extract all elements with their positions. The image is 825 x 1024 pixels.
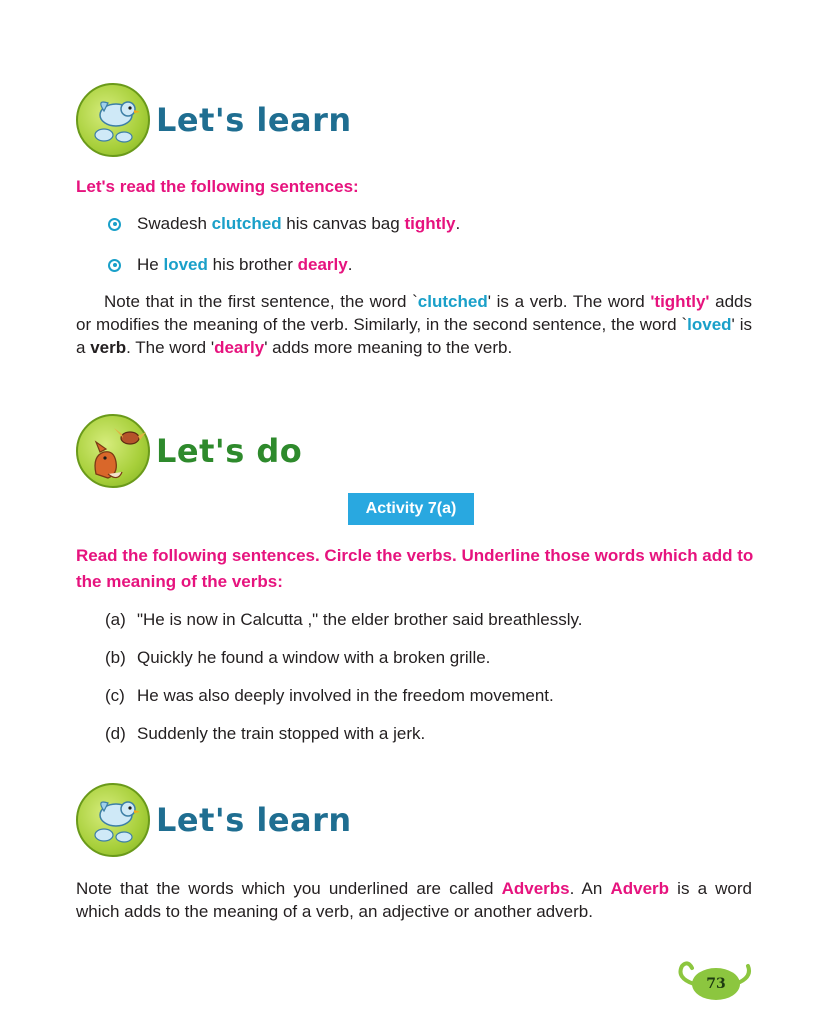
section-header-lets-learn (76, 783, 352, 857)
bullet-icon (108, 218, 121, 231)
item-text: Quickly he found a window with a broken grille. (137, 648, 491, 667)
item-letter: (b) (105, 648, 126, 667)
item-text: "He is now in Calcutta ," the elder brother said breathlessly. (137, 610, 583, 629)
bullet-item (108, 214, 460, 234)
list-item (105, 608, 582, 646)
activity-instruction: Read the following sentences. Circle the verbs. Underline those words which add to the meaning of the verbs: (76, 546, 754, 591)
section-header-lets-learn (76, 83, 352, 157)
item-text: He was also deeply involved in the freedom movement. (137, 686, 554, 705)
section-header-lets-do (76, 414, 302, 488)
activity-label: Activity 7(a) (348, 493, 474, 525)
fox-bird-icon (76, 414, 150, 488)
list-item (105, 646, 582, 684)
page-number: 73 (692, 968, 740, 1000)
question-list (105, 608, 582, 760)
list-item (105, 722, 582, 760)
bullet-icon (108, 259, 121, 272)
sentence-text: Swadesh clutched his canvas bag tightly. (137, 214, 461, 233)
section-title: Let's do (156, 432, 303, 470)
bullet-item (108, 255, 352, 275)
bird-icon (76, 783, 150, 857)
sentence-text: He loved his brother dearly. (137, 255, 353, 274)
list-item (105, 684, 582, 722)
bird-icon (76, 83, 150, 157)
item-letter: (a) (105, 610, 126, 629)
reading-heading: Let's read the following sentences: (76, 177, 359, 196)
item-text: Suddenly the train stopped with a jerk. (137, 724, 426, 743)
section-title: Let's learn (156, 101, 352, 139)
adverb-paragraph: Note that the words which you underlined are called Adverbs. An Adverb is a word which adds to the meaning of a verb, an adjective or another adverb. (76, 879, 752, 921)
item-letter: (d) (105, 724, 126, 743)
page-number-badge (668, 958, 756, 1002)
section-title: Let's learn (156, 801, 352, 839)
note-paragraph: Note that in the first sentence, the word `clutched' is a verb. The word 'tightly' adds or modifies the meaning of the verb. Similarly, in the second sentence, the word `loved' is a verb. The word 'dearly' adds more meaning to the verb. (76, 292, 753, 357)
item-letter: (c) (105, 686, 125, 705)
